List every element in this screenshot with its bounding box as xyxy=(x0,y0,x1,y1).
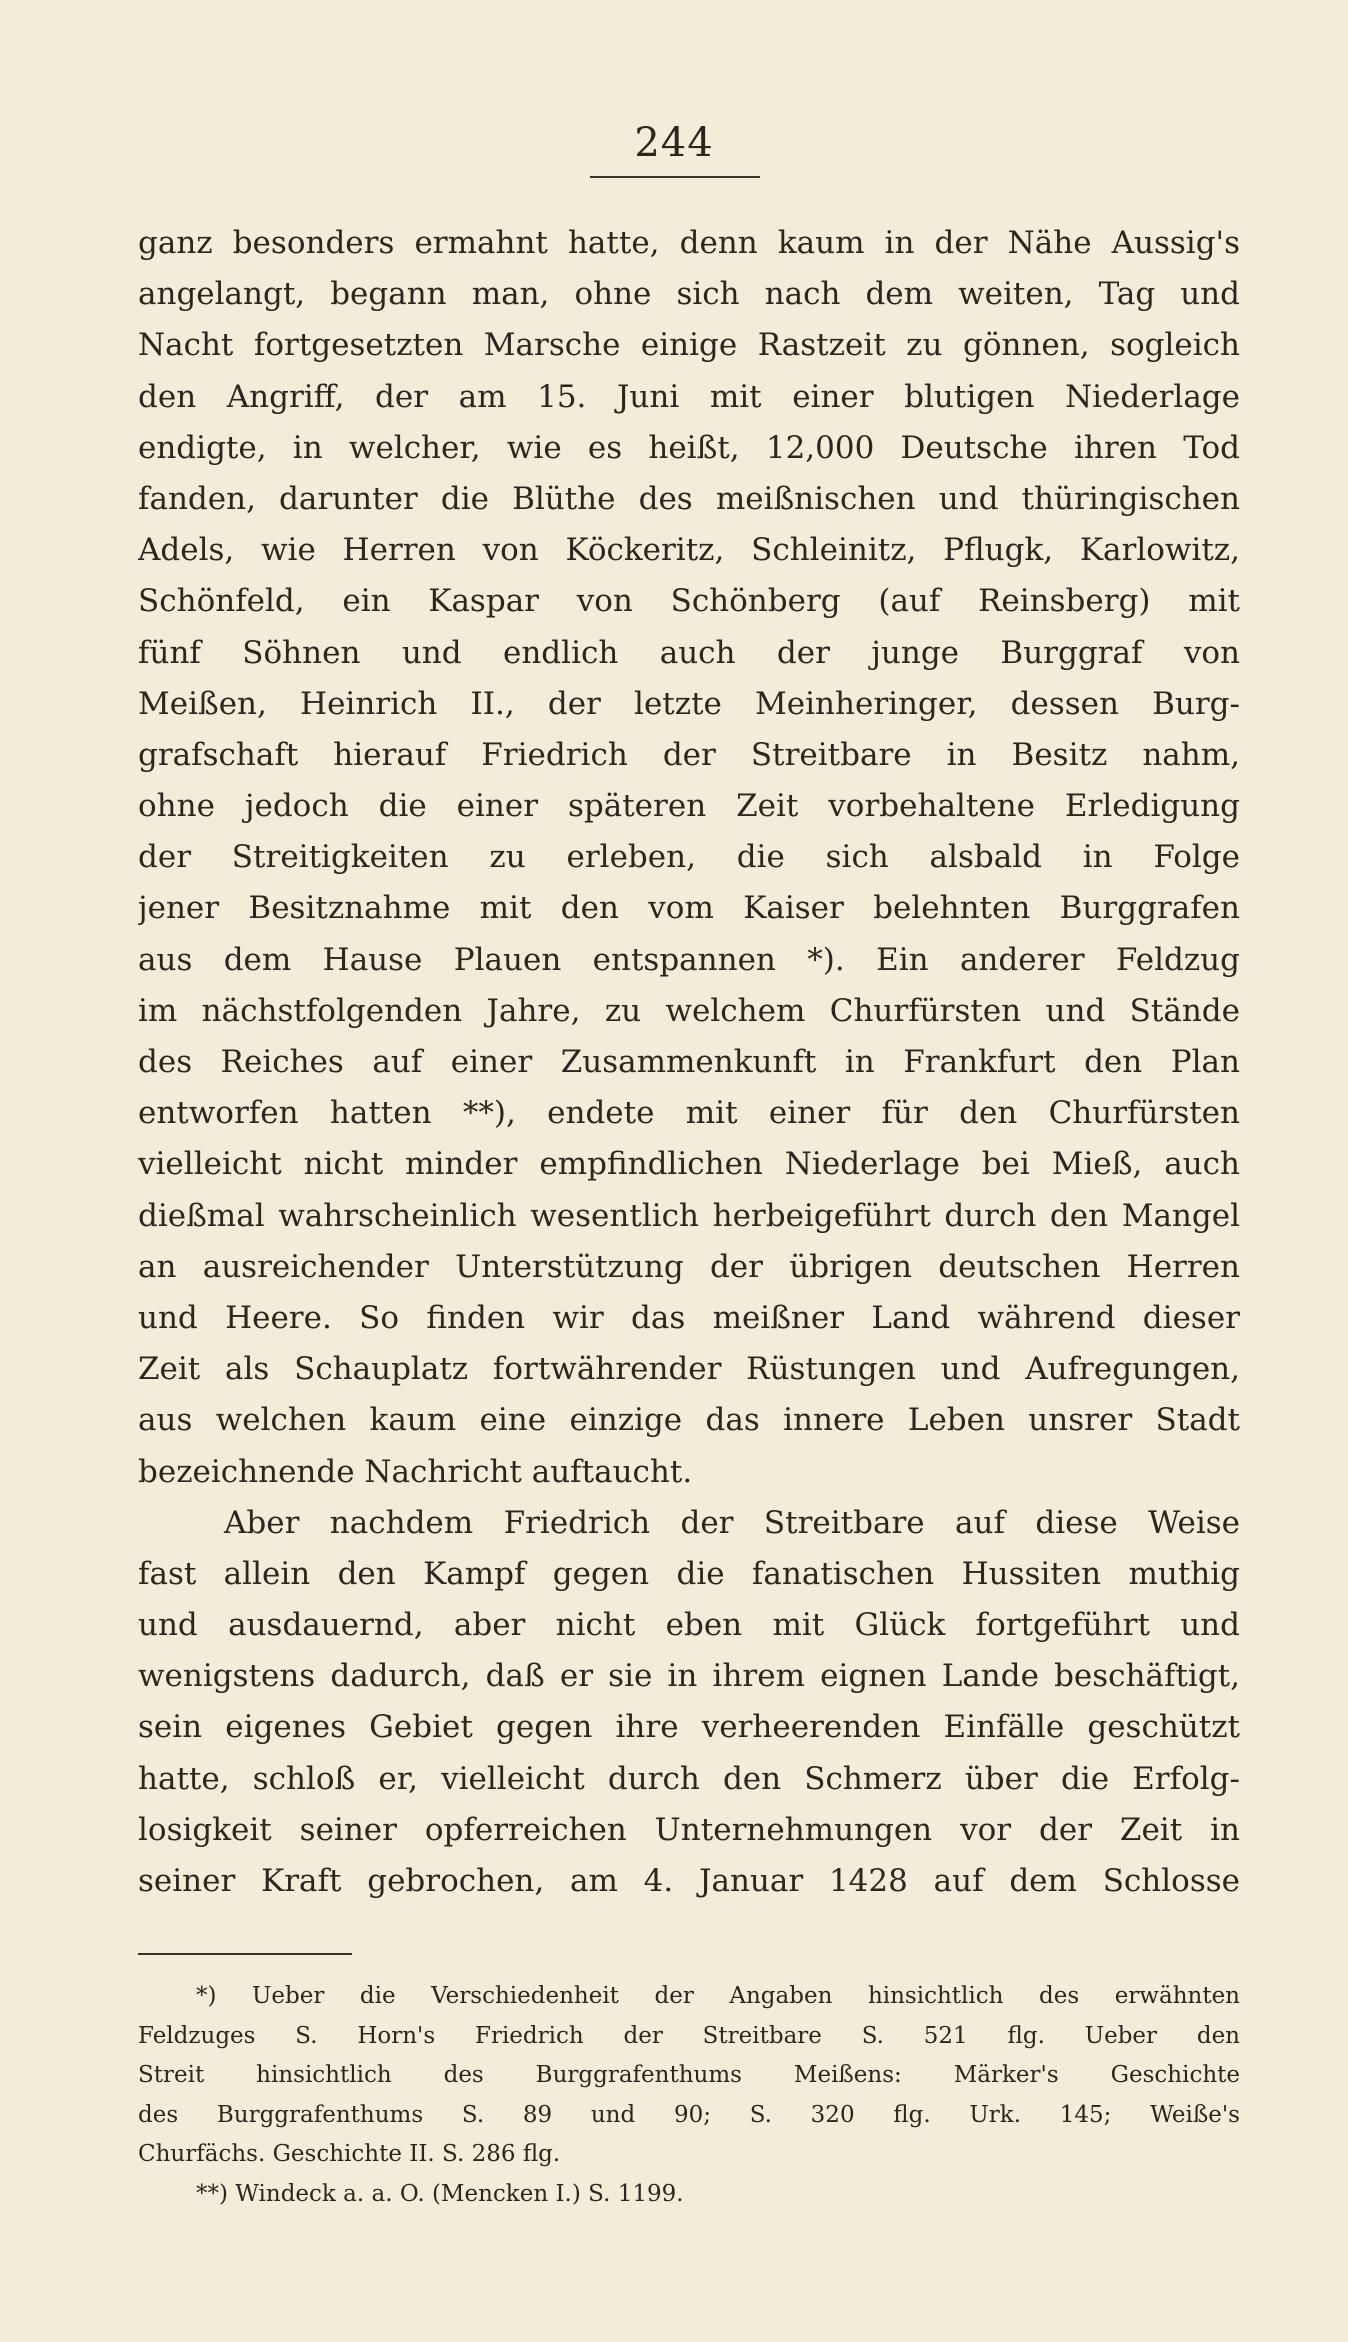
body-line: fast allein den Kampf gegen die fanatischen Hussiten muthig xyxy=(138,1555,1240,1592)
body-line: Zeit als Schauplatz fortwährender Rüstungen und Aufregungen, xyxy=(138,1351,1240,1388)
footnote-line: des Burggrafenthums S. 89 und 90; S. 320 flg. Urk. 145; Weiße's xyxy=(138,2101,1240,2128)
footnote-line: Churfächs. Geschichte II. S. 286 flg. xyxy=(138,2141,561,2167)
body-line: sein eigenes Gebiet gegen ihre verheerenden Einfälle geschützt xyxy=(138,1709,1240,1746)
body-line: dießmal wahrscheinlich wesentlich herbeigeführt durch den Mangel xyxy=(138,1197,1240,1234)
body-line: vielleicht nicht minder empfindlichen Niederlage bei Mieß, auch xyxy=(138,1146,1240,1183)
body-line: angelangt, begann man, ohne sich nach dem weiten, Tag und xyxy=(138,276,1240,313)
header-rule xyxy=(590,176,760,178)
footnote-rule xyxy=(138,1953,352,1955)
body-line: fünf Söhnen und endlich auch der junge Burggraf von xyxy=(138,634,1240,671)
body-line: losigkeit seiner opferreichen Unternehmungen vor der Zeit in xyxy=(138,1811,1240,1848)
body-line: Nacht fortgesetzten Marsche einige Rastzeit zu gönnen, sogleich xyxy=(138,327,1240,364)
footnotes xyxy=(138,1977,1240,2214)
footnote-line: Feldzuges S. Horn's Friedrich der Streitbare S. 521 flg. Ueber den xyxy=(138,2022,1240,2049)
body-text xyxy=(138,218,1240,1907)
body-line: und Heere. So finden wir das meißner Land während dieser xyxy=(138,1299,1240,1336)
body-line: Meißen, Heinrich II., der letzte Meinheringer, dessen Burg- xyxy=(138,685,1240,722)
body-line: der Streitigkeiten zu erleben, die sich alsbald in Folge xyxy=(138,839,1240,876)
body-line: aus welchen kaum eine einzige das innere Leben unsrer Stadt xyxy=(138,1402,1240,1439)
body-line: Schönfeld, ein Kaspar von Schönberg (auf Reinsberg) mit xyxy=(138,583,1240,620)
body-line: ganz besonders ermahnt hatte, denn kaum in der Nähe Aussig's xyxy=(138,225,1240,261)
body-line: Aber nachdem Friedrich der Streitbare auf diese Weise xyxy=(224,1504,1240,1541)
body-line: bezeichnende Nachricht auftaucht. xyxy=(138,1453,693,1490)
body-line: seiner Kraft gebrochen, am 4. Januar 1428 auf dem Schlosse xyxy=(138,1863,1240,1899)
body-line: des Reiches auf einer Zusammenkunft in Frankfurt den Plan xyxy=(138,1044,1240,1080)
body-line: den Angriff, der am 15. Juni mit einer blutigen Niederlage xyxy=(138,378,1240,415)
body-line: und ausdauernd, aber nicht eben mit Glück fortgeführt und xyxy=(138,1607,1240,1644)
body-line: aus dem Hause Plauen entspannen *). Ein anderer Feldzug xyxy=(138,941,1240,978)
body-line: hatte, schloß er, vielleicht durch den Schmerz über die Erfolg- xyxy=(138,1760,1240,1797)
page-number: 244 xyxy=(634,120,714,166)
footnote-line: **) Windeck a. a. O. (Mencken I.) S. 1199. xyxy=(196,2180,684,2207)
body-line: jener Besitznahme mit den vom Kaiser belehnten Burggrafen xyxy=(138,890,1240,927)
body-line: fanden, darunter die Blüthe des meißnischen und thüringischen xyxy=(138,480,1240,517)
body-line: wenigstens dadurch, daß er sie in ihrem eignen Lande beschäftigt, xyxy=(138,1658,1240,1695)
body-line: Adels, wie Herren von Köckeritz, Schleinitz, Pflugk, Karlowitz, xyxy=(138,532,1240,569)
footnote-line: Streit hinsichtlich des Burggrafenthums Meißens: Märker's Geschichte xyxy=(138,2062,1240,2088)
body-line: im nächstfolgenden Jahre, zu welchem Churfürsten und Stände xyxy=(138,992,1240,1029)
body-line: grafschaft hierauf Friedrich der Streitbare in Besitz nahm, xyxy=(138,736,1240,773)
body-line: ohne jedoch die einer späteren Zeit vorbehaltene Erledigung xyxy=(138,788,1240,825)
body-line: entworfen hatten **), endete mit einer für den Churfürsten xyxy=(138,1095,1240,1132)
body-line: endigte, in welcher, wie es heißt, 12,000 Deutsche ihren Tod xyxy=(138,429,1240,466)
body-line: an ausreichender Unterstützung der übrigen deutschen Herren xyxy=(138,1248,1240,1285)
footnote-line: *) Ueber die Verschiedenheit der Angaben hinsichtlich des erwähnten xyxy=(196,1983,1240,2009)
